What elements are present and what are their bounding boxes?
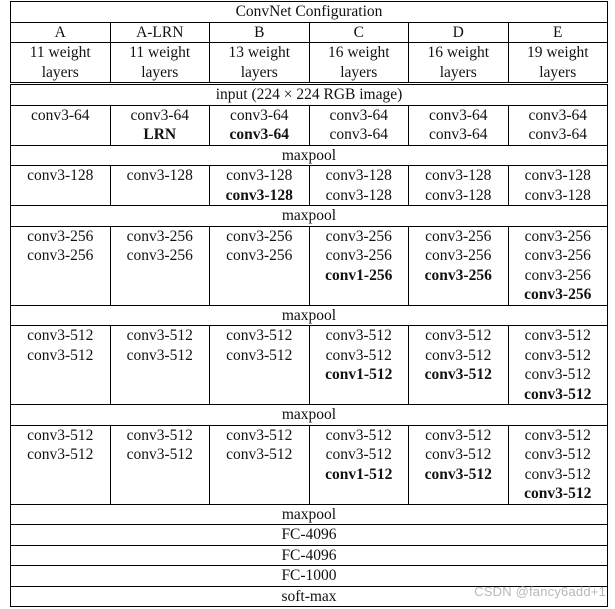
layer-label: conv3-512 (325, 426, 392, 444)
layer-label: conv3-128 (425, 186, 492, 204)
added-layer-label: conv3-256 (424, 266, 492, 284)
layer-cell (209, 227, 309, 305)
layer-block-row (10, 106, 608, 146)
column-name: E (508, 23, 609, 43)
column-desc-line: 19 weight (526, 44, 589, 61)
layer-label: conv3-128 (524, 167, 591, 184)
column-name: C (309, 23, 409, 43)
column-name: A-LRN (110, 23, 210, 43)
column-desc (508, 43, 609, 82)
layer-cell (110, 227, 210, 305)
maxpool-row: maxpool (10, 505, 608, 526)
layer-cell (408, 426, 508, 504)
layer-label: conv3-128 (524, 186, 591, 204)
layer-label: conv3-512 (27, 446, 94, 463)
layer-label: conv3-64 (528, 126, 588, 143)
layer-label: conv3-64 (329, 106, 389, 124)
layer-blocks (10, 106, 608, 526)
layer-label: conv3-512 (325, 327, 392, 344)
added-layer-label: conv3-512 (524, 485, 592, 502)
column-desc-line: layers (439, 63, 477, 81)
fc-layer-row: FC-4096 (10, 546, 608, 567)
layer-label: conv3-128 (425, 167, 492, 184)
layer-block-row (10, 426, 608, 505)
column-desc-line: 11 weight (129, 44, 191, 61)
layer-label: conv3-128 (126, 167, 193, 184)
layer-cell (408, 166, 508, 205)
layer-label: conv3-256 (27, 247, 94, 264)
layer-label: conv3-512 (524, 346, 591, 364)
added-layer-label: conv3-256 (524, 286, 592, 303)
layer-block-row (10, 166, 608, 206)
layer-label: conv3-256 (226, 247, 293, 264)
column-name-row (10, 23, 608, 44)
layer-label: conv3-512 (325, 446, 392, 463)
layer-label: conv3-512 (524, 446, 591, 463)
fc-layer-row: FC-4096 (10, 525, 608, 546)
layer-label: conv3-512 (27, 327, 94, 344)
layer-label: conv3-512 (524, 465, 591, 483)
softmax-row: soft-max (10, 587, 608, 608)
layer-label: conv3-256 (524, 266, 591, 284)
layer-label: conv3-512 (524, 366, 591, 383)
layer-cell (309, 426, 409, 504)
layer-cell (110, 166, 210, 205)
layer-label: conv3-128 (27, 167, 94, 184)
column-desc-line: 16 weight (327, 44, 390, 61)
layer-cell (408, 227, 508, 305)
layer-label: conv3-512 (126, 426, 193, 444)
table-title: ConvNet Configuration (10, 1, 608, 23)
added-layer-label: conv3-64 (229, 126, 289, 143)
added-layer-label: conv1-512 (325, 366, 393, 383)
watermark: CSDN @fancy6add+1 (474, 584, 606, 599)
layer-label: conv3-128 (226, 167, 293, 184)
column-desc-line: 11 weight (29, 44, 91, 61)
column-desc-line: 13 weight (228, 44, 291, 61)
layer-label: conv3-512 (425, 426, 492, 444)
layer-cell (10, 106, 110, 145)
layer-cell (309, 166, 409, 205)
layer-cell (10, 326, 110, 404)
column-desc (309, 43, 409, 82)
layer-cell (508, 106, 609, 145)
layer-label: conv3-512 (425, 446, 492, 463)
layer-cell (110, 106, 210, 145)
column-desc-line: layers (141, 63, 179, 81)
layer-label: conv3-128 (325, 186, 392, 204)
layer-label: conv3-64 (428, 126, 488, 143)
column-name: D (408, 23, 508, 43)
column-desc (209, 43, 309, 82)
layer-cell (110, 426, 210, 504)
added-layer-label: conv1-256 (325, 266, 393, 284)
layer-cell (10, 166, 110, 205)
added-layer-label: conv3-512 (424, 366, 492, 383)
layer-label: conv3-512 (524, 426, 591, 444)
layer-label: conv3-256 (126, 227, 193, 245)
added-layer-label: conv3-512 (524, 385, 592, 403)
layer-cell (209, 426, 309, 504)
added-layer-label: conv1-512 (325, 465, 393, 483)
column-name: A (10, 23, 110, 43)
layer-cell (209, 106, 309, 145)
layer-block-row (10, 326, 608, 405)
layer-label: conv3-256 (425, 227, 492, 245)
layer-cell (408, 326, 508, 404)
layer-cell (209, 326, 309, 404)
layer-cell (408, 106, 508, 145)
layer-label: conv3-256 (524, 227, 591, 245)
layer-cell (508, 426, 609, 504)
maxpool-row: maxpool (10, 405, 608, 426)
layer-label: conv3-256 (325, 227, 392, 245)
layer-cell (110, 326, 210, 404)
layer-label: conv3-512 (226, 327, 293, 344)
layer-cell (508, 326, 609, 404)
layer-label: conv3-512 (27, 346, 94, 364)
column-name: B (209, 23, 309, 43)
layer-label: conv3-64 (428, 106, 488, 124)
layer-label: conv3-512 (126, 346, 193, 364)
layer-label: conv3-512 (126, 327, 193, 344)
layer-cell (508, 166, 609, 205)
column-desc (10, 43, 110, 82)
layer-label: conv3-512 (226, 346, 293, 364)
maxpool-row: maxpool (10, 146, 608, 167)
layer-label: conv3-512 (325, 346, 392, 364)
layer-label: conv3-256 (126, 247, 193, 264)
layer-cell (508, 227, 609, 305)
layer-label: conv3-512 (226, 446, 293, 463)
added-layer-label: conv3-128 (225, 186, 293, 204)
layer-cell (309, 326, 409, 404)
column-desc-row (10, 43, 608, 85)
fc-layer-row: FC-1000 (10, 566, 608, 587)
column-desc (110, 43, 210, 82)
column-desc-line: layers (340, 63, 378, 81)
layer-label: conv3-256 (325, 247, 392, 264)
layer-block-row (10, 227, 608, 306)
layer-label: conv3-128 (325, 167, 392, 184)
layer-cell (309, 227, 409, 305)
column-desc-line: layers (41, 63, 79, 81)
layer-cell (10, 426, 110, 504)
column-desc-line: 16 weight (427, 44, 490, 61)
layer-label: conv3-512 (425, 327, 492, 344)
layer-label: conv3-256 (524, 247, 591, 264)
maxpool-row: maxpool (10, 306, 608, 327)
added-layer-label: LRN (143, 126, 177, 143)
layer-cell (309, 106, 409, 145)
layer-label: conv3-512 (425, 346, 492, 364)
layer-cell (10, 227, 110, 305)
layer-cell (209, 166, 309, 205)
column-desc (408, 43, 508, 82)
layer-label: conv3-256 (425, 247, 492, 264)
layer-label: conv3-512 (126, 446, 193, 463)
layer-label: conv3-512 (524, 327, 591, 344)
column-desc-line: layers (539, 63, 577, 81)
convnet-config-table (10, 1, 608, 607)
layer-label: conv3-64 (329, 126, 389, 143)
layer-label: conv3-64 (229, 106, 289, 124)
layer-label: conv3-256 (226, 227, 293, 245)
layer-label: conv3-512 (226, 426, 293, 444)
layer-label: conv3-64 (528, 106, 588, 124)
layer-label: conv3-64 (130, 106, 190, 124)
maxpool-row: maxpool (10, 206, 608, 227)
layer-label: conv3-256 (27, 227, 94, 245)
column-desc-line: layers (240, 63, 278, 81)
layer-label: conv3-512 (27, 426, 94, 444)
input-row: input (224 × 224 RGB image) (10, 85, 608, 106)
added-layer-label: conv3-512 (424, 465, 492, 483)
layer-label: conv3-64 (30, 106, 90, 124)
